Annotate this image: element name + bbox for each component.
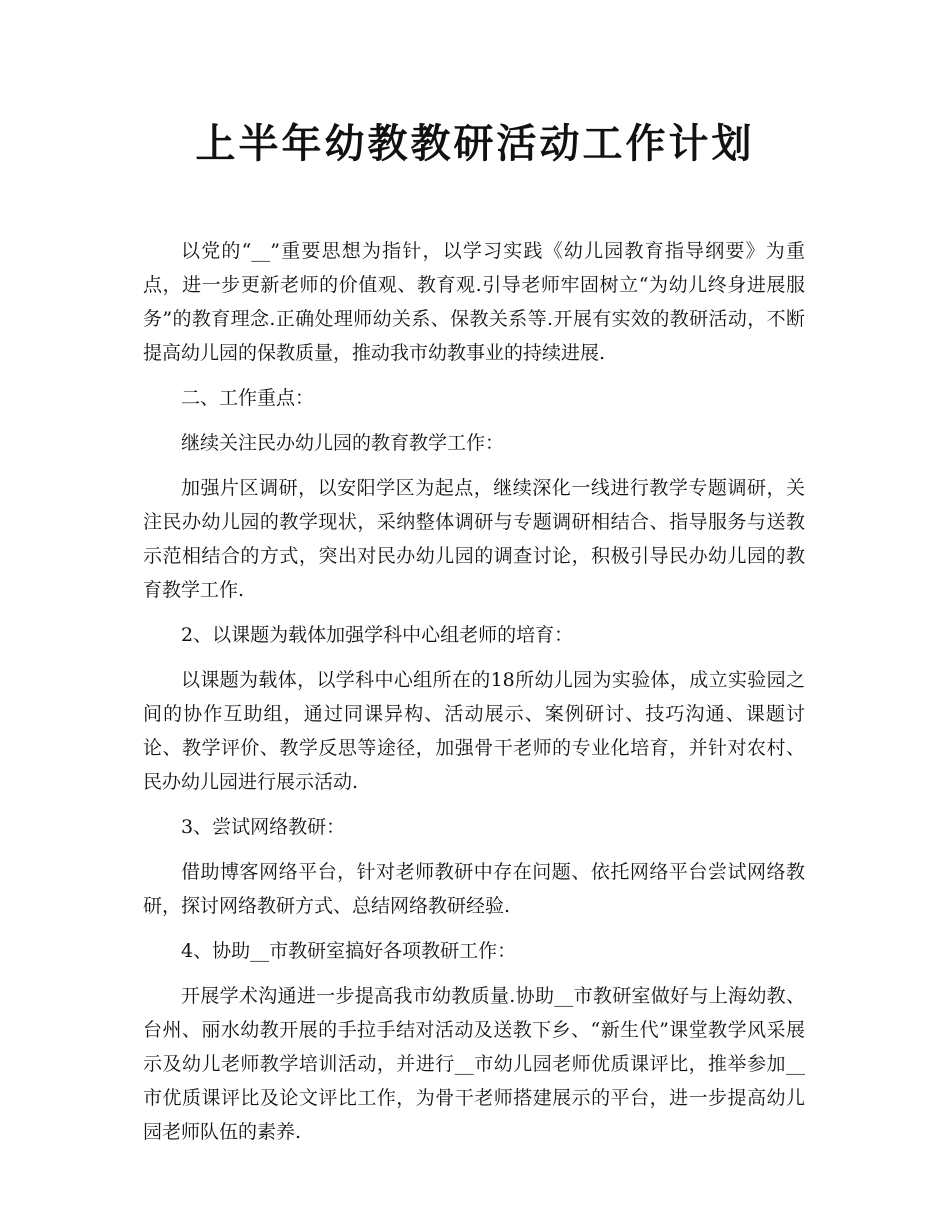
document-title: 上半年幼教教研活动工作计划 bbox=[195, 120, 755, 167]
document-body bbox=[143, 234, 805, 1160]
paragraph-district-research: 加强片区调研，以安阳学区为起点，继续深化一线进行教学专题调研，关注民办幼儿园的教学现状，采纳整体调研与专题调研相结合、指导服务与送教示范相结合的方式，突出对民办幼儿园的调查讨论，积极引导民办幼儿园的教育教学工作. bbox=[143, 477, 805, 601]
paragraph-intro: 以党的“__”重要思想为指针，以学习实践《幼儿园教育指导纲要》为重点，进一步更新老师的价值观、教育观.引导老师牢固树立“为幼儿终身进展服务”的教育理念.正确处理师幼关系、保教关系等.开展有实效的教研活动，不断提高幼儿园的保教质量，推动我市幼教事业的持续进展. bbox=[143, 240, 805, 364]
subheading-teacher-training: 2、以课题为载体加强学科中心组老师的培育： bbox=[181, 624, 574, 646]
subheading-private-kindergartens: 继续关注民办幼儿园的教育教学工作： bbox=[181, 432, 505, 454]
paragraph-assist-office: 开展学术沟通进一步提高我市幼教质量.协助__市教研室做好与上海幼教、台州、丽水幼教开展的手拉手结对活动及送教下乡、“新生代”课堂教学风采展示及幼儿老师教学培训活动，并进行__市幼儿园老师优质课评比，推举参加__市优质课评比及论文评比工作，为骨干老师搭建展示的平台，进一步提高幼儿园老师队伍的素养. bbox=[143, 985, 805, 1143]
subheading-online-research: 3、尝试网络教研： bbox=[181, 816, 346, 838]
paragraph-teacher-training: 以课题为载体，以学科中心组所在的18所幼儿园为实验体，成立实验园之间的协作互助组，通过同课异构、活动展示、案例研讨、技巧沟通、课题讨论、教学评价、教学反思等途径，加强骨干老师的专业化培育，并针对农村、民办幼儿园进行展示活动. bbox=[143, 669, 805, 793]
section-heading-work-focus: 二、工作重点： bbox=[181, 387, 315, 409]
paragraph-online-research: 借助博客网络平台，针对老师教研中存在问题、依托网络平台尝试网络教研，探讨网络教研方式、总结网络教研经验. bbox=[143, 861, 805, 917]
subheading-assist-office: 4、协助__市教研室搞好各项教研工作： bbox=[181, 940, 517, 962]
